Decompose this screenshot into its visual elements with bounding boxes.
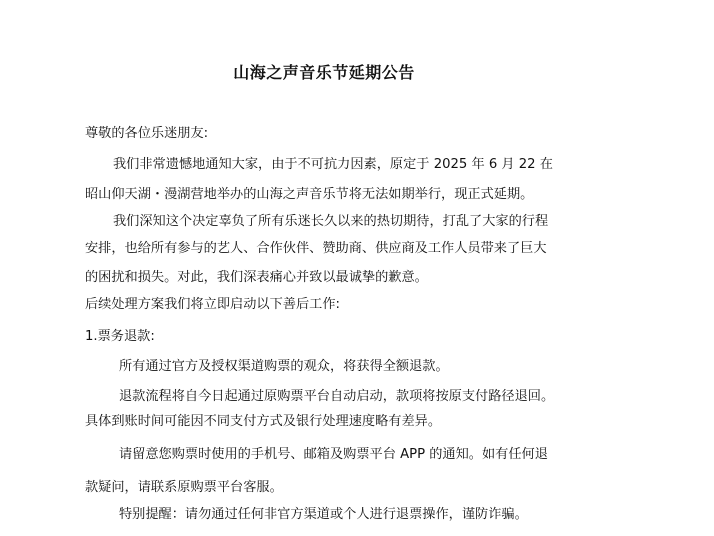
document-title: 山海之声音乐节延期公告 [233, 63, 415, 82]
paragraph-line: 的困扰和损失。对此，我们深表痛心并致以最诚挚的歉意。 [85, 270, 428, 285]
special-reminder: 特别提醒：请勿通过任何非官方渠道或个人进行退票操作，谨防诈骗。 [119, 507, 528, 522]
salutation: 尊敬的各位乐迷朋友: [85, 126, 209, 141]
paragraph-line: 款疑问，请联系原购票平台客服。 [85, 480, 283, 495]
paragraph-line: 退款流程将自今日起通过原购票平台自动启动，款项将按原支付路径退回。 [119, 389, 555, 404]
paragraph-line: 所有通过官方及授权渠道购票的观众，将获得全额退款。 [119, 359, 449, 374]
paragraph-line: 请留意您购票时使用的手机号、邮箱及购票平台 APP 的通知。如有任何退 [119, 447, 548, 462]
section-heading: 1.票务退款: [85, 329, 155, 344]
section-intro: 后续处理方案我们将立即启动以下善后工作: [85, 297, 341, 312]
paragraph-line: 具体到账时间可能因不同支付方式及银行处理速度略有差异。 [85, 414, 442, 429]
paragraph-line: 昭山仰天湖・漫湖营地举办的山海之声音乐节将无法如期举行，现正式延期。 [85, 187, 534, 202]
paragraph-line: 安排，也给所有参与的艺人、合作伙伴、赞助商、供应商及工作人员带来了巨大 [85, 241, 547, 256]
paragraph-line: 我们深知这个决定辜负了所有乐迷长久以来的热切期待，打乱了大家的行程 [113, 214, 549, 229]
paragraph-line: 我们非常遗憾地通知大家，由于不可抗力因素，原定于 2025 年 6 月 22 在 [113, 157, 553, 172]
